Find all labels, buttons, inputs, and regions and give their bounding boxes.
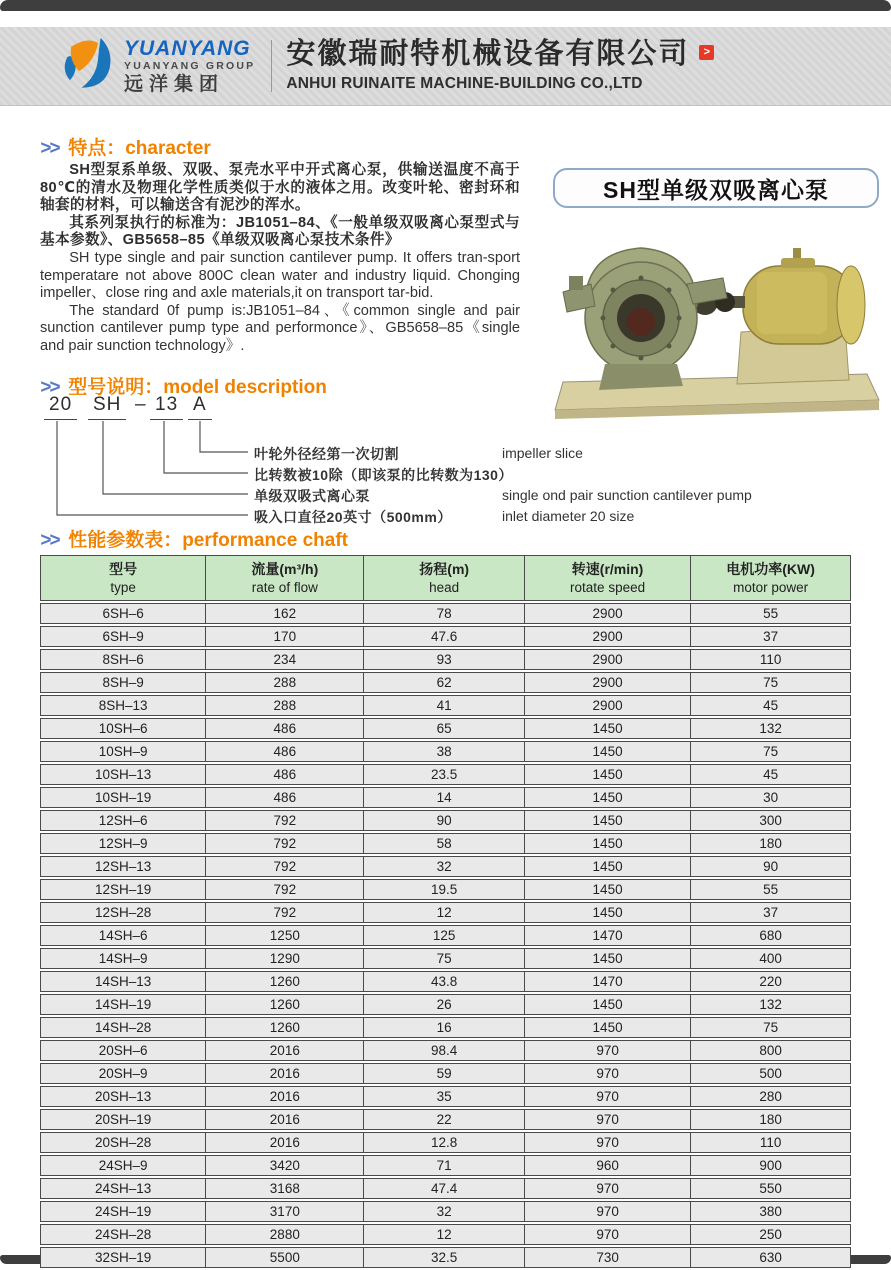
model-cell: 12SH–6 xyxy=(40,810,206,831)
value-cell: 41 xyxy=(364,695,525,716)
model-cell: 24SH–13 xyxy=(40,1178,206,1199)
value-cell: 32 xyxy=(364,1201,525,1222)
value-cell: 2900 xyxy=(525,649,691,670)
value-cell: 45 xyxy=(691,695,851,716)
header-divider xyxy=(271,40,272,92)
company-logo xyxy=(52,34,255,98)
section-title: 特点：character xyxy=(68,138,211,159)
header-zh: 电机功率(KW) xyxy=(726,561,815,577)
value-cell: 162 xyxy=(206,603,364,624)
model-cell: 10SH–9 xyxy=(40,741,206,762)
value-cell: 37 xyxy=(691,626,851,647)
value-cell: 1450 xyxy=(525,718,691,739)
model-cell: 24SH–28 xyxy=(40,1224,206,1245)
value-cell: 1450 xyxy=(525,948,691,969)
value-cell: 30 xyxy=(691,787,851,808)
table-row xyxy=(40,1017,851,1038)
value-cell: 2016 xyxy=(206,1109,364,1130)
value-cell: 792 xyxy=(206,833,364,854)
model-code-diagram xyxy=(40,394,851,526)
value-cell: 680 xyxy=(691,925,851,946)
model-cell: 10SH–19 xyxy=(40,787,206,808)
model-item-en: inlet diameter 20 size xyxy=(502,508,635,524)
value-cell: 93 xyxy=(364,649,525,670)
value-cell: 78 xyxy=(364,603,525,624)
value-cell: 75 xyxy=(364,948,525,969)
value-cell: 14 xyxy=(364,787,525,808)
value-cell: 37 xyxy=(691,902,851,923)
table-row xyxy=(40,1155,851,1176)
table-row xyxy=(40,1224,851,1245)
value-cell: 234 xyxy=(206,649,364,670)
value-cell: 970 xyxy=(525,1132,691,1153)
value-cell: 900 xyxy=(691,1155,851,1176)
value-cell: 35 xyxy=(364,1086,525,1107)
value-cell: 3168 xyxy=(206,1178,364,1199)
value-cell: 180 xyxy=(691,1109,851,1130)
model-item-en: impeller slice xyxy=(502,445,583,461)
table-row xyxy=(40,1086,851,1107)
value-cell: 132 xyxy=(691,718,851,739)
value-cell: 12 xyxy=(364,1224,525,1245)
value-cell: 486 xyxy=(206,718,364,739)
value-cell: 125 xyxy=(364,925,525,946)
value-cell: 62 xyxy=(364,672,525,693)
value-cell: 2900 xyxy=(525,695,691,716)
model-cell: 20SH–19 xyxy=(40,1109,206,1130)
table-row xyxy=(40,994,851,1015)
table-row xyxy=(40,833,851,854)
value-cell: 792 xyxy=(206,856,364,877)
model-item-zh: 叶轮外径经第一次切割 xyxy=(254,446,399,462)
table-row xyxy=(40,1178,851,1199)
value-cell: 16 xyxy=(364,1017,525,1038)
paragraph-zh-2: 其系列泵执行的标准为：JB1051–84、《一般单级双吸离心泵型式与基本参数》、GB5658–85《单级双吸离心泵技术条件》 xyxy=(40,214,520,249)
logo-group-en: YUANYANG GROUP xyxy=(124,60,256,73)
model-cell: 14SH–6 xyxy=(40,925,206,946)
logo-name-en: YUANYANG xyxy=(124,37,251,61)
table-row xyxy=(40,695,851,716)
section-heading-character xyxy=(40,133,211,160)
header-row xyxy=(40,555,851,601)
header-en: type xyxy=(110,580,136,595)
value-cell: 630 xyxy=(691,1247,851,1268)
chevron-icon: >> xyxy=(40,377,59,398)
value-cell: 1450 xyxy=(525,879,691,900)
value-cell: 1290 xyxy=(206,948,364,969)
header-zh: 转速(r/min) xyxy=(571,561,644,577)
value-cell: 26 xyxy=(364,994,525,1015)
product-name-plate: SH型单级双吸离心泵 xyxy=(553,168,879,208)
col-header-power xyxy=(691,555,851,601)
value-cell: 2900 xyxy=(525,626,691,647)
value-cell: 2900 xyxy=(525,603,691,624)
section-title: 型号说明：model description xyxy=(68,377,327,398)
table-row xyxy=(40,1247,851,1268)
value-cell: 970 xyxy=(525,1178,691,1199)
value-cell: 12.8 xyxy=(364,1132,525,1153)
value-cell: 1470 xyxy=(525,971,691,992)
value-cell: 2900 xyxy=(525,672,691,693)
header-en: motor power xyxy=(733,580,809,595)
value-cell: 1260 xyxy=(206,994,364,1015)
value-cell: 75 xyxy=(691,1017,851,1038)
value-cell: 110 xyxy=(691,1132,851,1153)
value-cell: 380 xyxy=(691,1201,851,1222)
table-row xyxy=(40,649,851,670)
header-zh: 扬程(m) xyxy=(419,561,470,577)
value-cell: 500 xyxy=(691,1063,851,1084)
table-row xyxy=(40,1109,851,1130)
value-cell: 486 xyxy=(206,787,364,808)
model-cell: 24SH–19 xyxy=(40,1201,206,1222)
chevron-icon: >> xyxy=(40,530,59,551)
model-cell: 12SH–28 xyxy=(40,902,206,923)
value-cell: 2016 xyxy=(206,1132,364,1153)
value-cell: 2016 xyxy=(206,1040,364,1061)
table-row xyxy=(40,971,851,992)
value-cell: 3420 xyxy=(206,1155,364,1176)
value-cell: 1260 xyxy=(206,971,364,992)
value-cell: 1450 xyxy=(525,902,691,923)
value-cell: 2880 xyxy=(206,1224,364,1245)
value-cell: 12 xyxy=(364,902,525,923)
value-cell: 55 xyxy=(691,603,851,624)
table-body xyxy=(40,603,851,1268)
table-header xyxy=(40,555,851,601)
model-cell: 6SH–9 xyxy=(40,626,206,647)
value-cell: 288 xyxy=(206,695,364,716)
header-en: head xyxy=(429,580,460,595)
company-title-block xyxy=(286,40,689,92)
table-row xyxy=(40,1063,851,1084)
company-name-cn: 安徽瑞耐特机械设备有限公司 xyxy=(286,38,690,71)
value-cell: 280 xyxy=(691,1086,851,1107)
value-cell: 43.8 xyxy=(364,971,525,992)
model-cell: 14SH–13 xyxy=(40,971,206,992)
value-cell: 22 xyxy=(364,1109,525,1130)
code-dash: – xyxy=(135,394,147,415)
value-cell: 58 xyxy=(364,833,525,854)
col-header-head xyxy=(364,555,525,601)
page-top-frame xyxy=(0,0,891,11)
table-row xyxy=(40,603,851,624)
col-header-speed xyxy=(525,555,691,601)
character-paragraphs xyxy=(40,162,520,356)
model-cell: 32SH–19 xyxy=(40,1247,206,1268)
value-cell: 2016 xyxy=(206,1086,364,1107)
value-cell: 23.5 xyxy=(364,764,525,785)
model-cell: 14SH–28 xyxy=(40,1017,206,1038)
model-item-zh: 吸入口直径20英寸（500mm） xyxy=(254,509,452,525)
value-cell: 75 xyxy=(691,741,851,762)
company-name-en: ANHUI RUINAITE MACHINE-BUILDING CO.,LTD xyxy=(286,75,643,93)
paragraph-en-1: SH type single and pair sunction cantilever pump. It offers tran-sport temperatare not above 800C clean water and industry liquid. Chonging impeller、close ring and axle materials,it on transport tar-bid. xyxy=(40,249,520,302)
value-cell: 792 xyxy=(206,902,364,923)
code-part-variant: A xyxy=(188,394,212,420)
value-cell: 486 xyxy=(206,741,364,762)
header-zh: 型号 xyxy=(109,561,138,577)
model-item-zh: 比转数被10除（即该泵的比转数为130） xyxy=(254,467,513,483)
value-cell: 110 xyxy=(691,649,851,670)
code-part-inlet: 20 xyxy=(44,394,77,420)
value-cell: 800 xyxy=(691,1040,851,1061)
table-row xyxy=(40,925,851,946)
table-row xyxy=(40,1040,851,1061)
value-cell: 32.5 xyxy=(364,1247,525,1268)
model-cell: 14SH–19 xyxy=(40,994,206,1015)
value-cell: 98.4 xyxy=(364,1040,525,1061)
value-cell: 5500 xyxy=(206,1247,364,1268)
value-cell: 1450 xyxy=(525,787,691,808)
table-row xyxy=(40,1201,851,1222)
table-row xyxy=(40,948,851,969)
value-cell: 1450 xyxy=(525,764,691,785)
value-cell: 250 xyxy=(691,1224,851,1245)
value-cell: 1470 xyxy=(525,925,691,946)
value-cell: 792 xyxy=(206,810,364,831)
value-cell: 1450 xyxy=(525,741,691,762)
value-cell: 65 xyxy=(364,718,525,739)
model-cell: 8SH–6 xyxy=(40,649,206,670)
value-cell: 1250 xyxy=(206,925,364,946)
model-cell: 10SH–6 xyxy=(40,718,206,739)
model-item-zh: 单级双吸式离心泵 xyxy=(254,488,370,504)
value-cell: 90 xyxy=(691,856,851,877)
value-cell: 32 xyxy=(364,856,525,877)
logo-petal-icon xyxy=(52,34,116,98)
table-row xyxy=(40,764,851,785)
model-cell: 14SH–9 xyxy=(40,948,206,969)
code-part-speed: 13 xyxy=(150,394,183,420)
value-cell: 47.4 xyxy=(364,1178,525,1199)
model-item-en: single ond pair sunction cantilever pump xyxy=(502,487,752,503)
table-row xyxy=(40,879,851,900)
model-cell: 10SH–13 xyxy=(40,764,206,785)
logo-name-cn: 远洋集团 xyxy=(124,73,225,95)
value-cell: 59 xyxy=(364,1063,525,1084)
model-cell: 6SH–6 xyxy=(40,603,206,624)
section-heading-performance xyxy=(40,525,348,552)
value-cell: 75 xyxy=(691,672,851,693)
value-cell: 486 xyxy=(206,764,364,785)
value-cell: 19.5 xyxy=(364,879,525,900)
table-row xyxy=(40,672,851,693)
value-cell: 1450 xyxy=(525,833,691,854)
header-en: rate of flow xyxy=(251,580,318,595)
pump-photo xyxy=(545,214,885,420)
value-cell: 550 xyxy=(691,1178,851,1199)
red-arrow-icon: > xyxy=(699,45,714,60)
value-cell: 970 xyxy=(525,1224,691,1245)
value-cell: 2016 xyxy=(206,1063,364,1084)
paragraph-en-2: The standard 0f pump is:JB1051–84、《common single and pair sunction cantilever pump type and performonce》、GB5658–85《single and pair sunction technology》. xyxy=(40,302,520,354)
model-cell: 20SH–6 xyxy=(40,1040,206,1061)
value-cell: 90 xyxy=(364,810,525,831)
header-zh: 流量(m³/h) xyxy=(251,561,319,577)
value-cell: 970 xyxy=(525,1086,691,1107)
table-row xyxy=(40,741,851,762)
table-row xyxy=(40,856,851,877)
value-cell: 170 xyxy=(206,626,364,647)
value-cell: 400 xyxy=(691,948,851,969)
table-row xyxy=(40,902,851,923)
model-cell: 24SH–9 xyxy=(40,1155,206,1176)
value-cell: 1260 xyxy=(206,1017,364,1038)
model-cell: 12SH–13 xyxy=(40,856,206,877)
table-row xyxy=(40,718,851,739)
col-header-flow xyxy=(206,555,364,601)
value-cell: 132 xyxy=(691,994,851,1015)
col-header-type xyxy=(40,555,206,601)
value-cell: 730 xyxy=(525,1247,691,1268)
model-cell: 8SH–13 xyxy=(40,695,206,716)
value-cell: 1450 xyxy=(525,856,691,877)
value-cell: 1450 xyxy=(525,1017,691,1038)
chevron-icon: >> xyxy=(40,138,59,159)
value-cell: 55 xyxy=(691,879,851,900)
value-cell: 71 xyxy=(364,1155,525,1176)
table-row xyxy=(40,810,851,831)
value-cell: 1450 xyxy=(525,994,691,1015)
table-row xyxy=(40,787,851,808)
model-cell: 12SH–19 xyxy=(40,879,206,900)
value-cell: 970 xyxy=(525,1109,691,1130)
value-cell: 45 xyxy=(691,764,851,785)
value-cell: 960 xyxy=(525,1155,691,1176)
section-title: 性能参数表：performance chaft xyxy=(68,530,348,551)
code-part-series: SH xyxy=(88,394,126,420)
performance-table xyxy=(40,553,851,1270)
value-cell: 47.6 xyxy=(364,626,525,647)
logo-text-block xyxy=(124,38,255,94)
table-row xyxy=(40,1132,851,1153)
header-en: rotate speed xyxy=(570,580,646,595)
value-cell: 288 xyxy=(206,672,364,693)
value-cell: 1450 xyxy=(525,810,691,831)
value-cell: 970 xyxy=(525,1040,691,1061)
model-cell: 12SH–9 xyxy=(40,833,206,854)
table-row xyxy=(40,626,851,647)
value-cell: 970 xyxy=(525,1063,691,1084)
value-cell: 792 xyxy=(206,879,364,900)
model-cell: 20SH–28 xyxy=(40,1132,206,1153)
model-cell: 20SH–13 xyxy=(40,1086,206,1107)
value-cell: 180 xyxy=(691,833,851,854)
value-cell: 3170 xyxy=(206,1201,364,1222)
value-cell: 300 xyxy=(691,810,851,831)
header-band xyxy=(0,27,891,106)
value-cell: 38 xyxy=(364,741,525,762)
value-cell: 220 xyxy=(691,971,851,992)
paragraph-zh-1: SH型泵系单级、双吸、泵壳水平中开式离心泵，供输送温度不高于80℃的清水及物理化学性质类似于水的液体之用。改变叶轮、密封环和轴套的材料，可以输送含有泥沙的浑水。 xyxy=(40,162,520,214)
value-cell: 970 xyxy=(525,1201,691,1222)
model-cell: 8SH–9 xyxy=(40,672,206,693)
model-cell: 20SH–9 xyxy=(40,1063,206,1084)
